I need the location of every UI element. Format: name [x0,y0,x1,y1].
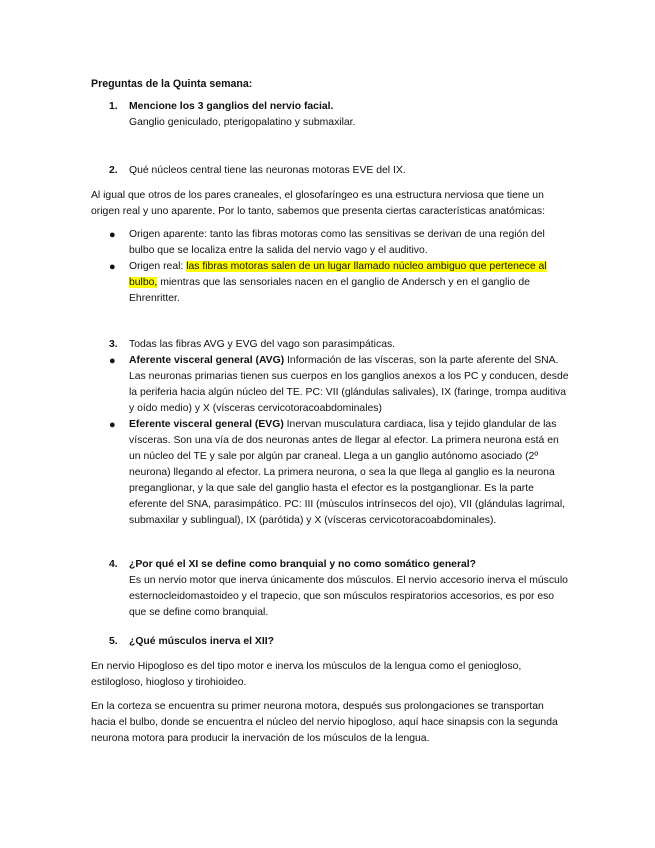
question-2 [109,163,569,179]
question-3-number: 3. [109,339,118,350]
question-3 [109,337,571,353]
bullet-origen-real [109,259,571,307]
question-4-text: ¿Por qué el XI se define como branquial y no como somático general? [129,559,477,570]
evg-description: Inervan musculatura cardiaca, lisa y tejido glandular de las vísceras. Son una vía de dos neuronas antes de llegar al efector. La primera neurona está en un núcleo del TE y sale por algún par craneal. Llega a un ganglio autónomo asociado (2º neurona) llegando al efector. La primera neurona, o sea la que llega al ganglio es la neurona preganglionar, y la que sale del ganglio hasta el efector es la postganglionar. Es la parte eferente del SNA, parasimpático. PC: III (músculos intrínsecos del ojo), VII (glándulas lagrimal, submaxilar y sublingual), IX (parótida) y X (vísceras cervicotoracoabdominales). [129,419,566,526]
bullet-origen-aparente [109,227,571,259]
question-2-number: 2. [109,165,118,176]
question-4-answer: Es un nervio motor que inerva únicamente dos músculos. El nervio accesorio inerva el músculo esternocleidomastoideo y el trapecio, que son músculos respiratorios accesorios, es por eso que se define como branquial. [129,575,568,618]
origen-real-suffix: mientras que las sensoriales nacen en el ganglio de Andersch y en el ganglio de Ehrenritter. [129,277,530,304]
bullet-avg-text [129,353,571,417]
question-5-paragraph-1: En nervio Hipogloso es del tipo motor e inerva los músculos de la lengua como el geniogloso, estilogloso, hiogloso y tirohioideo. [91,661,522,688]
question-5-number: 5. [109,636,118,647]
question-2-text: Qué núcleos central tiene las neuronas motoras EVE del IX. [129,165,406,176]
question-4-number: 4. [109,559,118,570]
question-5-paragraph-2: En la corteza se encuentra su primer neurona motora, después sus prolongaciones se transportan hacia el bulbo, donde se encuentra el núcleo del nervio hipogloso, aquí hace sinapsis con la segunda neurona motora para producir la inervación de los músculos de la lengua. [91,701,558,744]
document-title: Preguntas de la Quinta semana: [91,78,253,90]
bullet-evg [109,417,571,529]
bullet-dot-icon: ● [109,419,116,431]
origen-real-prefix: Origen real: [129,261,187,272]
question-2-intro: Al igual que otros de los pares craneales, el glosofaríngeo es una estructura nerviosa que tiene un origen real y uno aparente. Por lo tanto, sabemos que presenta ciertas características anatómicas: [91,190,545,217]
question-1 [109,99,569,131]
bullet-origen-real-text [129,259,571,307]
bullet-dot-icon: ● [109,229,116,241]
bullet-origen-aparente-text: Origen aparente: tanto las fibras motoras como las sensitivas se derivan de una región del bulbo que se localiza entre la salida del nervio vago y el auditivo. [129,229,545,256]
bullet-avg [109,353,571,417]
avg-term: Aferente visceral general (AVG) [129,355,285,366]
question-1-text: Mencione los 3 ganglios del nervio facial. [129,101,334,112]
question-5-text: ¿Qué músculos inerva el XII? [129,636,274,647]
question-1-number: 1. [109,101,118,112]
question-3-bullets [109,353,571,529]
question-3-statement: Todas las fibras AVG y EVG del vago son parasimpáticas. [129,339,396,350]
bullet-evg-text [129,417,571,529]
question-5 [109,634,571,650]
highlighted-text: las fibras motoras salen de un lugar llamado núcleo ambiguo que pertenece al bulbo, [129,261,547,288]
question-4 [109,557,571,621]
question-1-answer: Ganglio geniculado, pterigopalatino y submaxilar. [129,117,356,128]
bullet-dot-icon: ● [109,261,116,273]
bullet-dot-icon: ● [109,355,116,367]
avg-description: Información de las vísceras, son la parte aferente del SNA. Las neuronas primarias tienen sus cuerpos en los ganglios anexos a los PC y conducen, desde la periferia hacia algún núcleo del TE. PC: VII (glándulas salivales), IX (faringe, trompa auditiva y oído medio) y X (vísceras cervicotoracoabdominales) [129,355,569,414]
question-2-bullets [109,227,571,307]
evg-term: Eferente visceral general (EVG) [129,419,284,430]
